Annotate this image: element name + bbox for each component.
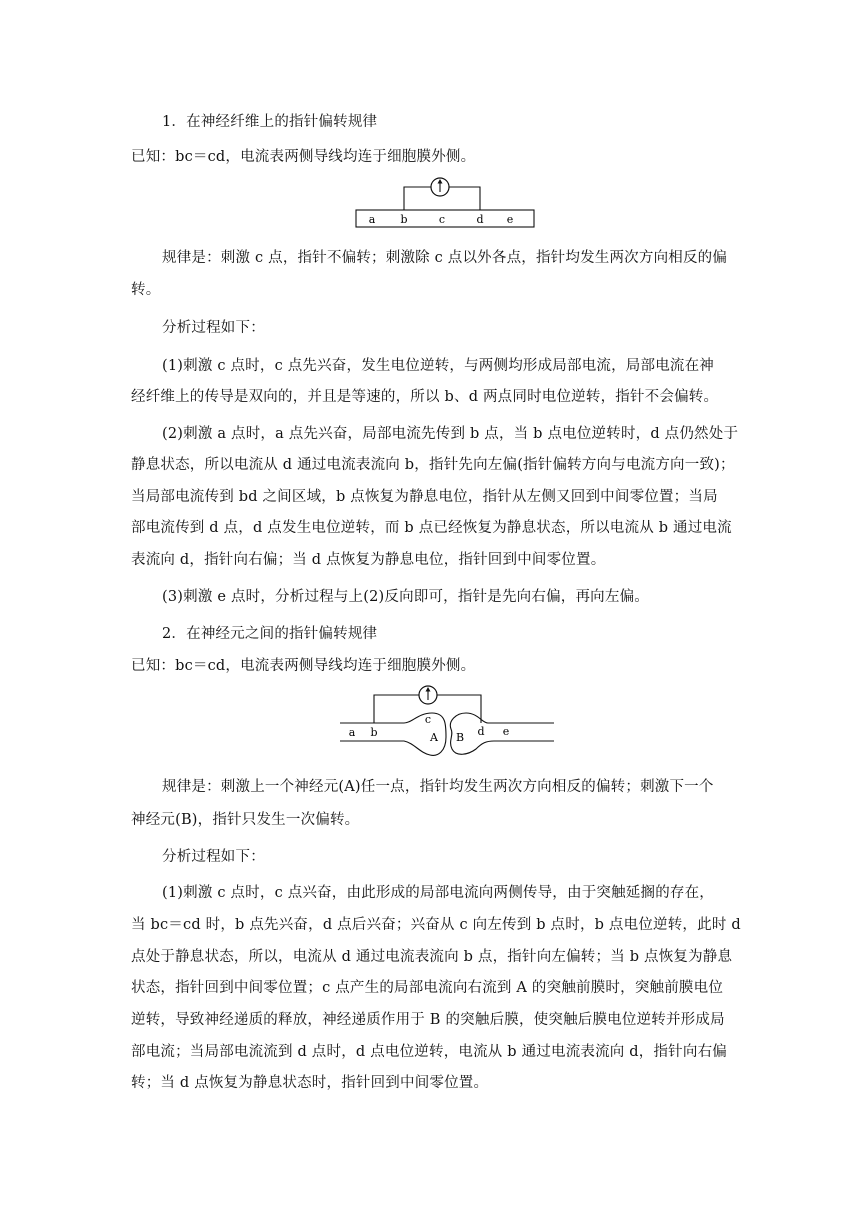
point-c2-label: c [424,713,432,726]
point-d-label: d [476,213,484,226]
section2-p1-line5: 逆转，导致神经递质的释放，神经递质作用于 B 的突触后膜，使突触后膜电位逆转并形成局 [131,1012,725,1028]
point-b2-label: b [370,726,378,739]
nerve-fiber-diagram [352,176,538,232]
section1-p1-line2: 经纤维上的传导是双向的，并且是等速的，所以 b、d 两点同时电位逆转，指针不会偏转。 [131,389,719,405]
section1-p2-line5: 表流向 d，指针向右偏；当 d 点恢复为静息电位，指针回到中间零位置。 [131,552,606,568]
section2-analysis-title: 分析过程如下： [162,849,265,865]
neuron-A-label: A [430,731,438,744]
section1-p2-line2: 静息状态，所以电流从 d 通过电流表流向 b，指针先向左偏(指针偏转方向与电流方向一致)； [131,457,735,473]
point-e-label: e [506,213,514,226]
section2-given: 已知：bc＝cd，电流表两侧导线均连于细胞膜外侧。 [131,658,476,674]
section2-rule-line1: 规律是：刺激上一个神经元(A)任一点，指针均发生两次方向相反的偏转；刺激下一个 [162,779,714,795]
section2-p1-line1: (1)刺激 c 点时，c 点兴奋，由此形成的局部电流向两侧传导，由于突触延搁的存在， [162,885,715,901]
point-b-label: b [400,213,408,226]
section1-given: 已知：bc＝cd，电流表两侧导线均连于细胞膜外侧。 [131,149,476,165]
point-a-label: a [368,213,376,226]
section2-p1-line4: 状态，指针回到中间零位置；c 点产生的局部电流向右流到 A 的突触前膜时，突触前膜电位 [131,980,724,996]
section1-analysis-title: 分析过程如下： [162,320,265,336]
section1-p2-line4: 部电流传到 d 点，d 点发生电位逆转，而 b 点已经恢复为静息状态，所以电流从 b 通过电流 [131,520,732,536]
section2-rule-line2: 神经元(B)，指针只发生一次偏转。 [131,812,360,828]
section2-p1-line2: 当 bc＝cd 时，b 点先兴奋，d 点后兴奋；兴奋从 c 向左传到 b 点时，b 点电位逆转，此时 d [131,917,741,933]
section1-p2-line3: 当局部电流传到 bd 之间区域，b 点恢复为静息电位，指针从左侧又回到中间零位置；当局 [131,489,718,505]
wire-left-2 [374,695,419,723]
section1-rule-line2: 转。 [131,282,161,298]
section2-p1-line7: 转；当 d 点恢复为静息状态时，指针回到中间零位置。 [131,1075,489,1091]
section1-p3-line1: (3)刺激 e 点时，分析过程与上(2)反向即可，指针是先向右偏，再向左偏。 [162,589,649,605]
point-d2-label: d [477,725,485,738]
synapse-diagram [338,683,560,761]
section1-heading: 1．在神经纤维上的指针偏转规律 [162,114,378,130]
point-c-label: c [438,213,446,226]
wire-left [404,187,431,210]
neuron-B-label: B [455,731,465,744]
section1-p2-line1: (2)刺激 a 点时，a 点先兴奋，局部电流先传到 b 点，当 b 点电位逆转时，d 点仍然处于 [162,426,739,442]
section1-p1-line1: (1)刺激 c 点时，c 点先兴奋，发生电位逆转，与两侧均形成局部电流，局部电流在神 [162,358,715,374]
point-a2-label: a [348,726,356,739]
section2-p1-line6: 部电流；当局部电流流到 d 点时，d 点电位逆转，电流从 b 通过电流表流向 d，指针向右偏 [131,1044,727,1060]
point-e2-label: e [502,725,510,738]
section2-p1-line3: 点处于静息状态，所以，电流从 d 通过电流表流向 b 点，指针向左偏转；当 b 点恢复为静息 [131,949,733,965]
section2-heading: 2．在神经元之间的指针偏转规律 [162,626,378,642]
wire-right [449,187,480,210]
section1-rule-line1: 规律是：刺激 c 点，指针不偏转；刺激除 c 点以外各点，指针均发生两次方向相反的偏 [162,250,728,266]
